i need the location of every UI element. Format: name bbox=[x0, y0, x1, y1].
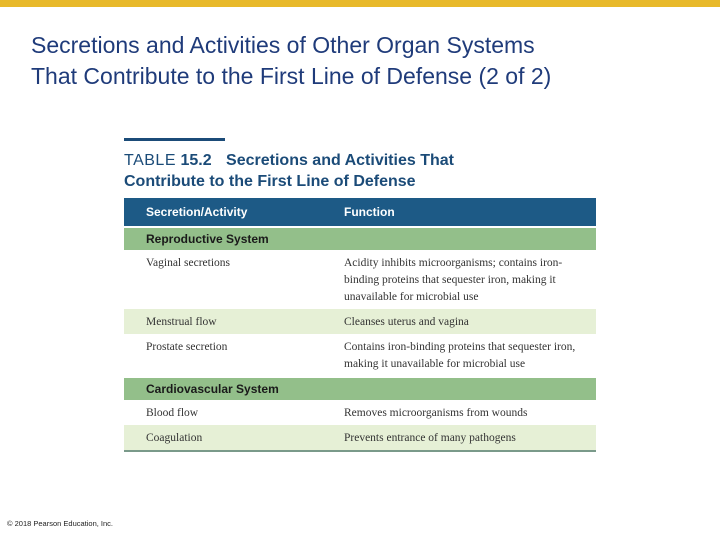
function-cell: Acidity inhibits microorganisms; contains iron-binding proteins that sequester iron, making it unavailable for microbial use bbox=[344, 257, 563, 303]
table-row bbox=[124, 425, 596, 450]
secretion-cell: Menstrual flow bbox=[124, 309, 323, 334]
function-cell: Removes microorganisms from wounds bbox=[344, 407, 528, 419]
table-row bbox=[124, 334, 596, 377]
top-accent-bar bbox=[0, 0, 720, 7]
function-cell: Contains iron-binding proteins that sequester iron, making it unavailable for microbial use bbox=[344, 341, 576, 370]
function-cell: Prevents entrance of many pathogens bbox=[323, 425, 596, 450]
table-caption-rule bbox=[124, 138, 225, 141]
secretion-cell: Blood flow bbox=[146, 407, 199, 419]
table-bottom-rule bbox=[124, 450, 596, 452]
copyright-notice: © 2018 Pearson Education, Inc. bbox=[7, 519, 114, 528]
table-row bbox=[124, 309, 596, 334]
section-name: Reproductive System bbox=[124, 227, 596, 250]
secretion-cell: Coagulation bbox=[124, 425, 323, 450]
header-secretion: Secretion/Activity bbox=[124, 198, 323, 227]
table-label: TABLE bbox=[124, 152, 176, 169]
section-row bbox=[124, 227, 596, 250]
header-function: Function bbox=[323, 198, 596, 227]
function-cell: Cleanses uterus and vagina bbox=[323, 309, 596, 334]
slide-title-line-2: That Contribute to the First Line of Defense (2 of 2) bbox=[31, 63, 552, 89]
table-row bbox=[124, 400, 596, 425]
table-caption bbox=[124, 150, 596, 192]
defense-table bbox=[124, 198, 596, 450]
slide-title-line-1: Secretions and Activities of Other Organ Systems bbox=[31, 32, 535, 58]
secretion-cell: Prostate secretion bbox=[146, 341, 228, 353]
section-name: Cardiovascular System bbox=[124, 377, 596, 400]
secretion-cell: Vaginal secretions bbox=[146, 257, 230, 269]
table-row bbox=[124, 250, 596, 309]
table-caption-line-2: Contribute to the First Line of Defense bbox=[124, 173, 416, 190]
table-header-row bbox=[124, 198, 596, 227]
table-number: 15.2 bbox=[180, 152, 212, 169]
table-caption-line-1: Secretions and Activities That bbox=[226, 152, 454, 169]
slide-title bbox=[31, 30, 711, 92]
section-row bbox=[124, 377, 596, 400]
